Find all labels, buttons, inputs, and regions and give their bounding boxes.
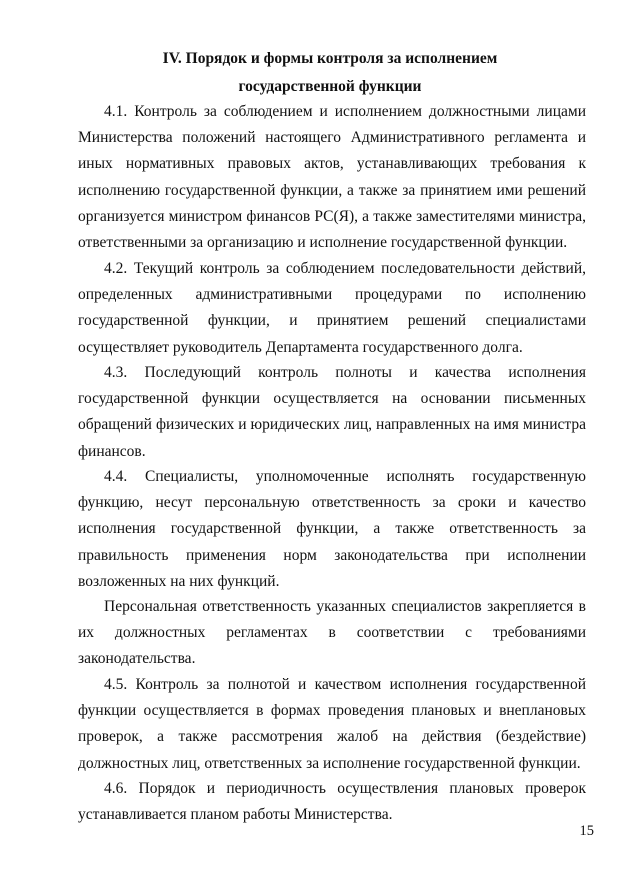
- paragraph-4-4: 4.4. Специалисты, уполномоченные исполнять государственную функцию, несут персональную ответственность за сроки и качество исполнения государственной функции, а также ответственность за правильность применения норм законодательства при исполнении возложенных на них функций.: [78, 468, 586, 590]
- paragraph-4-5: 4.5. Контроль за полнотой и качеством исполнения государственной функции осуществляется в формах проведения плановых и внеплановых проверок, а также рассмотрения жалоб на действия (бездействие) должностных лиц, ответственных за исполнение государственной функции.: [78, 676, 586, 772]
- paragraph-4-1: 4.1. Контроль за соблюдением и исполнением должностными лицами Министерства положений настоящего Административного регламента и иных нормативных правовых актов, устанавливающих требования к исполнению государственной функции, а также за принятием ими решений организуется министром финансов РС(Я), а также заместителями министра, ответственными за организацию и исполнение государственной функции.: [78, 103, 586, 252]
- paragraph-4-2: 4.2. Текущий контроль за соблюдением последовательности действий, определенных административными процедурами по исполнению государственной функции, и принятием решений специалистами осуществляет руководитель Департамента государственного долга.: [78, 260, 586, 356]
- section-title-line-2: государственной функции: [238, 78, 422, 95]
- paragraph-4-6: 4.6. Порядок и периодичность осуществления плановых проверок устанавливается планом работы Министерства.: [78, 780, 586, 824]
- paragraph-4-3: 4.3. Последующий контроль полноты и качества исполнения государственной функции осуществляется на основании письменных обращений физических и юридических лиц, направленных на имя министра финансов.: [78, 364, 586, 460]
- page-number: 15: [579, 823, 594, 839]
- paragraph-personal-responsibility: Персональная ответственность указанных специалистов закрепляется в их должностных регламентах в соответствии с требованиями законодательства.: [78, 598, 586, 668]
- section-title-line-1: IV. Порядок и формы контроля за исполнением: [162, 50, 498, 67]
